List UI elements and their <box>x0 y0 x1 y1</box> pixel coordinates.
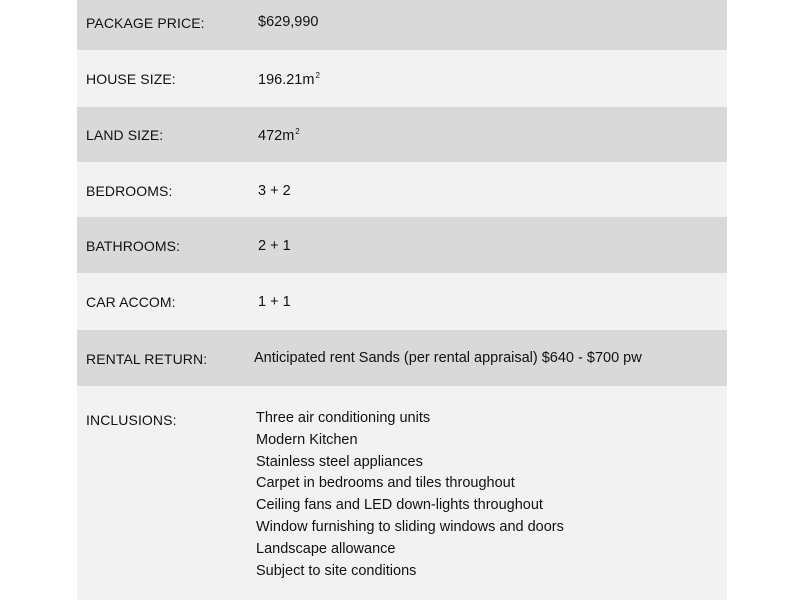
row-label: BATHROOMS: <box>86 238 181 254</box>
table-row-house-size <box>77 50 727 107</box>
row-value: 3 + 2 <box>258 183 291 199</box>
table-row-bathrooms <box>77 217 727 273</box>
inclusions-list <box>256 408 564 582</box>
row-value <box>258 127 300 144</box>
value-text: 196.21m <box>258 72 315 88</box>
row-label: INCLUSIONS: <box>86 412 177 428</box>
table-row-rental-return <box>77 330 727 386</box>
property-details-table <box>77 0 727 600</box>
row-label: RENTAL RETURN: <box>86 351 208 367</box>
list-item: Three air conditioning units <box>256 410 431 426</box>
value-text: 472m <box>258 128 295 144</box>
row-value: 2 + 1 <box>258 238 291 254</box>
row-value: Anticipated rent Sands (per rental appraisal) $640 - $700 pw <box>254 350 642 366</box>
row-value: $629,990 <box>258 14 319 30</box>
list-item: Carpet in bedrooms and tiles throughout <box>256 475 515 492</box>
list-item: Ceiling fans and LED down-lights throughout <box>256 497 543 514</box>
row-value: 1 + 1 <box>258 294 291 310</box>
row-label: HOUSE SIZE: <box>86 71 176 87</box>
row-label: PACKAGE PRICE: <box>86 15 205 31</box>
row-value <box>258 71 320 88</box>
row-label: CAR ACCOM: <box>86 294 176 310</box>
list-item: Window furnishing to sliding windows and doors <box>256 518 564 535</box>
row-label: BEDROOMS: <box>86 183 173 199</box>
list-item: Landscape allowance <box>256 540 396 557</box>
table-row-inclusions <box>77 386 727 600</box>
list-item: Stainless steel appliances <box>256 453 423 470</box>
row-label: LAND SIZE: <box>86 127 164 143</box>
list-item: Subject to site conditions <box>256 562 417 579</box>
table-row-bedrooms <box>77 162 727 217</box>
superscript: 2 <box>315 71 320 80</box>
table-row-package-price <box>77 0 727 50</box>
superscript: 2 <box>295 127 300 136</box>
table-row-land-size <box>77 107 727 162</box>
list-item: Modern Kitchen <box>256 431 358 448</box>
table-row-car-accom <box>77 273 727 330</box>
